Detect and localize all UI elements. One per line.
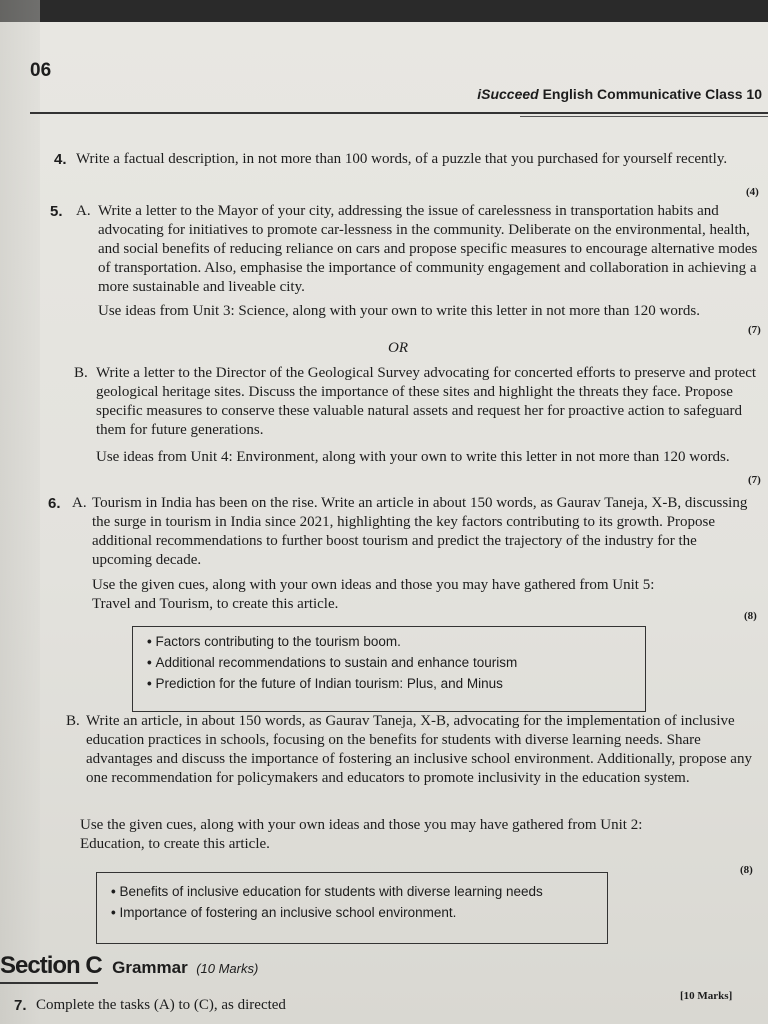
question-5a-text: Write a letter to the Mayor of your city, addressing the issue of carelessness in transportation habits and advocating for initiatives to promote car-lessness in the community. Deliberate on the environmental, health, and social benefits of reducing reliance on cars and propose specific measures to encourage alternative modes of transportation. Also, emphasise the importance of community engagement and collaboration in achieving a more sustainable and liveable city. [98, 203, 758, 295]
question-5a-marks: (7) [748, 324, 761, 336]
question-4-number: 4. [54, 151, 67, 168]
question-5a-cue: Use ideas from Unit 3: Science, along with your own to write this letter in not more than 120 words. [98, 303, 700, 319]
cue-bullet: • Additional recommendations to sustain and enhance tourism [147, 652, 635, 673]
header-rule-secondary [520, 116, 768, 117]
question-6b-text: Write an article, in about 150 words, as Gaurav Taneja, X-B, advocating for the implementation of inclusive education practices in schools, focusing on the benefits for students with diverse learning needs. Share advantages and discuss the importance of fostering an inclusive school environment. Additionally, propose any one recommendation for policymakers and educators to promote inclusivity in the education system. [86, 713, 752, 786]
page-number: 06 [30, 60, 52, 81]
question-7-marks: [10 Marks] [680, 990, 733, 1002]
question-4-text: Write a factual description, in not more than 100 words, of a puzzle that you purchased for yourself recently. [76, 151, 728, 167]
question-6b-cue-box [96, 872, 608, 944]
question-6a-cue: Use the given cues, along with your own ideas and those you may have gathered from Unit 5: Travel and Tourism, to create this article. [92, 577, 655, 612]
question-6a-label: A. [72, 495, 87, 511]
cue-bullet: • Importance of fostering an inclusive school environment. [111, 902, 597, 923]
header-rule [30, 112, 768, 114]
cue-bullet: • Prediction for the future of Indian tourism: Plus, and Minus [147, 673, 635, 694]
section-c-subtitle: Grammar [112, 958, 188, 977]
question-5-number: 5. [50, 203, 63, 220]
question-7-number: 7. [14, 997, 27, 1014]
photo-shadow-left [0, 0, 40, 1024]
question-4-marks: (4) [746, 186, 759, 198]
question-6b-marks: (8) [740, 864, 753, 876]
book-title: English Communicative Class 10 [542, 86, 762, 102]
question-5b-cue: Use ideas from Unit 4: Environment, along with your own to write this letter in not more than 120 words. [96, 449, 730, 465]
cue-bullet: • Benefits of inclusive education for students with diverse learning needs [111, 881, 597, 902]
question-6b-label: B. [66, 713, 80, 729]
or-separator: OR [388, 340, 408, 356]
section-c-underline [0, 982, 98, 984]
question-6a-marks: (8) [744, 610, 757, 622]
section-c-heading [0, 952, 258, 980]
question-6-number: 6. [48, 495, 61, 512]
section-c-marks: (10 Marks) [196, 961, 259, 976]
question-5b-label: B. [74, 365, 88, 381]
question-7-text: Complete the tasks (A) to (C), as directed [36, 997, 286, 1013]
question-5a-label: A. [76, 203, 91, 219]
running-header [477, 86, 762, 102]
question-6b-cue: Use the given cues, along with your own ideas and those you may have gathered from Unit 2: Education, to create this article. [80, 817, 643, 852]
question-6a-cue-box [132, 626, 646, 712]
book-brand: iSucceed [477, 86, 539, 102]
question-5b-text: Write a letter to the Director of the Geological Survey advocating for concerted efforts to preserve and protect geological heritage sites. Discuss the importance of these sites and highlight the threats they face. Propose specific measures to conserve these valuable natural assets and request her for proactive action to safeguard them for future generations. [96, 365, 757, 438]
question-5b-marks: (7) [748, 474, 761, 486]
cue-bullet: • Factors contributing to the tourism boom. [147, 631, 635, 652]
question-6a-text: Tourism in India has been on the rise. Write an article in about 150 words, as Gaurav Taneja, X-B, discussing the surge in tourism in India since 2021, highlighting the key factors contributing to its growth. Propose additional recommendations to further boost tourism and predict the trajectory of the industry for the upcoming decade. [92, 495, 748, 568]
section-c-title: Section C [0, 952, 102, 979]
